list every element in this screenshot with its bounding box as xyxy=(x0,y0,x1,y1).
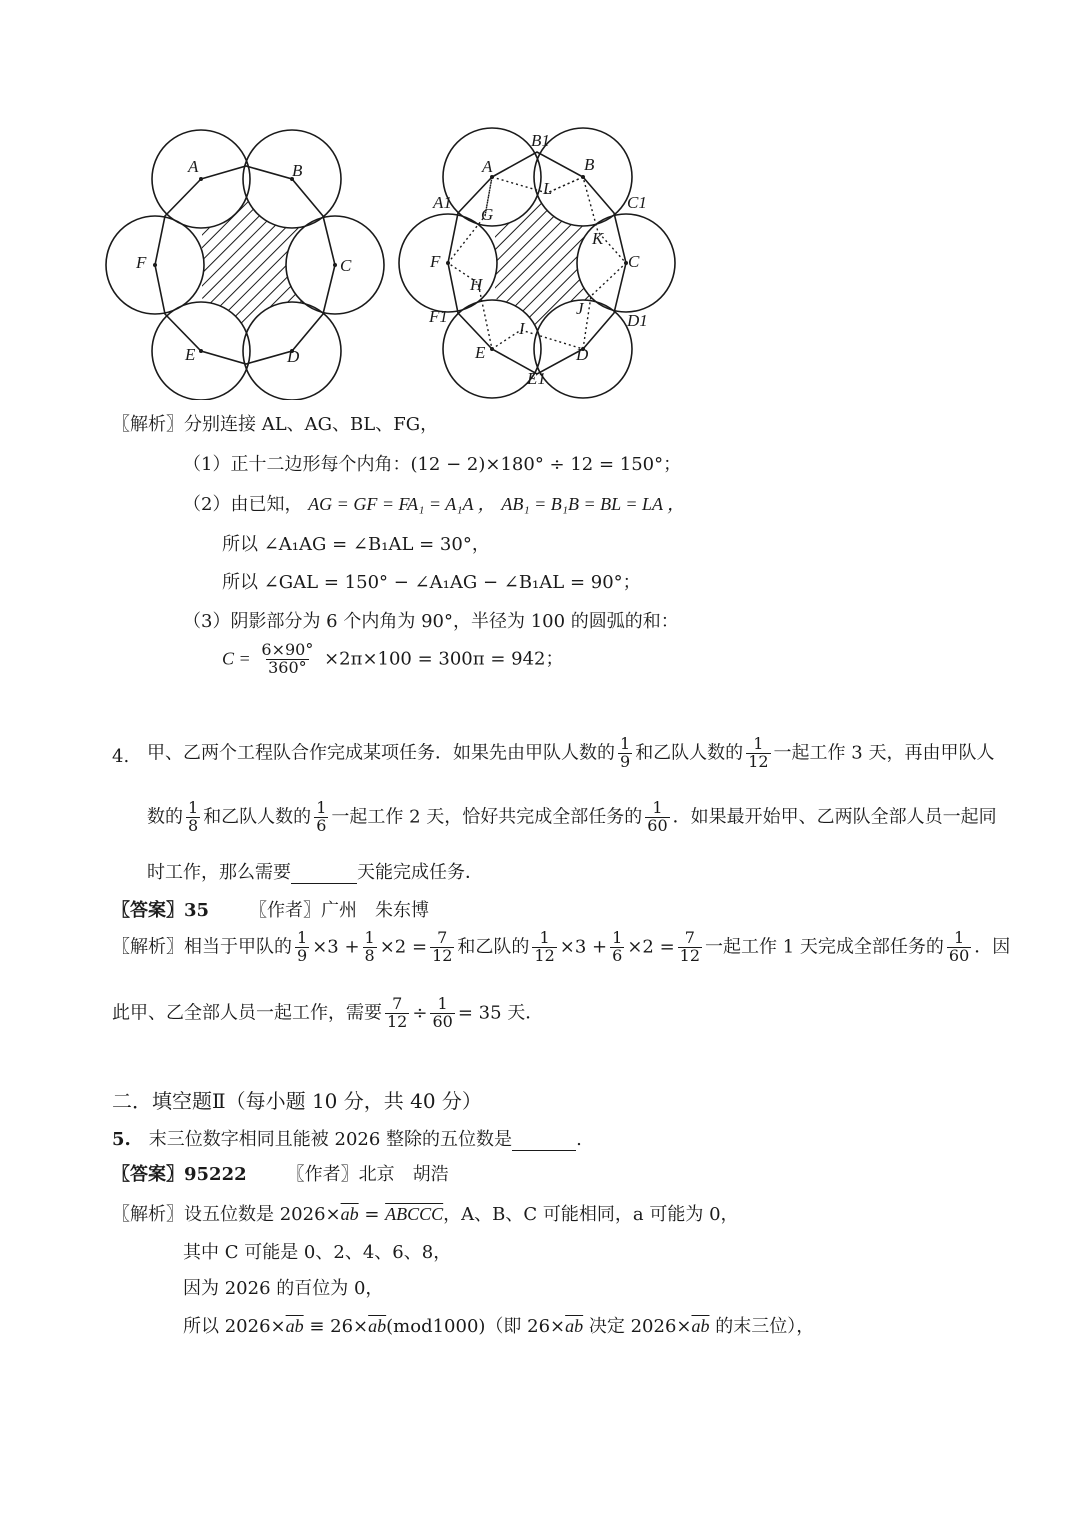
label-d: D xyxy=(287,347,300,366)
q4-line-1: 甲、乙两个工程队合作完成某项任务．如果先由甲队人数的 $\frac{1}{9}$ 和乙队人数的 $\frac{1}{12}$ 一起工作 3 天，再由甲队人 xyxy=(147,734,995,771)
svg-text:A1: A1 xyxy=(433,193,452,212)
q5-author: 〖作者〗北京 胡浩 xyxy=(286,1164,449,1185)
q5-analysis-line-4: 所以 $2026\times\overline{ab} \equiv 26\times\overline{ab}(mod1000)$（即 $26\times\overline{ab}$ 决定 $2026\times\overline{ab}$ 的末三位）， xyxy=(183,1316,815,1337)
analysis-step-3: （3）阴影部分为 6 个内角为 90°，半径为 100 的圆弧的和： xyxy=(183,611,679,632)
svg-text:H: H xyxy=(470,275,483,294)
q4-analysis-line-1: 〖解析〗相当于甲队的 $\frac{1}{9}$ ×3 + $\frac{1}{8}$ ×2 = $\frac{7}{12}$ 和乙队的 $\frac{1}{12}$ ×3 + $\frac{1}{6}$ ×2 = $\frac{7}{12}$ 一起工作 1 天完成全部任务的 $\frac{1}{60}$ ．因 xyxy=(112,928,1011,965)
analysis-step-2-angle-2: 所以 ∠GAL = 150° − ∠A₁AG − ∠B₁AL = 90°； xyxy=(222,572,641,593)
section-2-title: 二．填空题Ⅱ（每小题 10 分，共 40 分） xyxy=(112,1089,482,1113)
q4-number: 4. xyxy=(112,746,130,767)
svg-text:D1: D1 xyxy=(627,311,648,330)
svg-text:E: E xyxy=(475,343,486,362)
svg-text:G: G xyxy=(481,205,494,224)
label-e: E xyxy=(185,345,196,364)
analysis-intro: 分别连接 AL、AG、BL、FG， xyxy=(184,414,439,435)
analysis-bracket: 〖解析〗 xyxy=(112,414,184,435)
label-b: B xyxy=(292,161,303,180)
analysis-step-2-angle-1: 所以 ∠A₁AG = ∠B₁AL = 30°， xyxy=(222,534,490,555)
svg-text:D: D xyxy=(576,345,589,364)
q4-answer: 〖答案〗35 xyxy=(112,900,210,921)
svg-text:J: J xyxy=(576,299,584,318)
q5-analysis-line-3: 因为 2026 的百位为 0， xyxy=(183,1278,384,1299)
svg-text:F1: F1 xyxy=(429,307,448,326)
q4-analysis-line-2: 此甲、乙全部人员一起工作，需要 $\frac{7}{12}$ ÷ $\frac{1}{60}$ = 35 天． xyxy=(112,994,544,1031)
svg-text:A: A xyxy=(482,157,493,176)
q4-line-2: 数的 $\frac{1}{8}$ 和乙队人数的 $\frac{1}{6}$ 一起工作 2 天，恰好共完成全部任务的 $\frac{1}{60}$ ．如果最开始甲、乙两队全部人员一起同 xyxy=(147,798,997,835)
label-f: F xyxy=(136,253,147,272)
svg-text:F: F xyxy=(430,252,441,271)
left-circle-figure xyxy=(100,120,400,400)
q4-line-3: 时工作，那么需要 天能完成任务． xyxy=(147,862,483,883)
circumference-formula: C = $\frac{6\times 90^\circ}{360^\circ}$ ×2π×100 = 300π = 942； xyxy=(222,640,564,677)
q5-analysis-line-1: 〖解析〗设五位数是 $2026\times\overline{ab}$ = ABCCC，A、B、C 可能相同，a 可能为 0， xyxy=(112,1204,739,1225)
q5-answer: 〖答案〗95222 xyxy=(112,1164,247,1185)
svg-text:C1: C1 xyxy=(627,193,647,212)
svg-text:C: C xyxy=(628,252,640,271)
analysis-step-1: （1）正十二边形每个内角：(12 − 2)×180° ÷ 12 = 150°； xyxy=(183,454,682,475)
svg-text:E1: E1 xyxy=(527,369,546,388)
q5-answer-line xyxy=(112,1160,449,1186)
analysis-intro-line xyxy=(112,410,438,436)
svg-text:B1: B1 xyxy=(531,131,550,150)
q4-author: 〖作者〗广州 朱东博 xyxy=(249,900,430,921)
analysis-step-2-line: （2）由已知， AG = GF = FA₁ = A₁A ， AB₁ = B₁B = BL = LA ， xyxy=(183,494,686,515)
label-c: C xyxy=(340,256,352,275)
q4-answer-blank xyxy=(291,865,357,884)
right-circle-figure xyxy=(395,120,695,400)
label-a: A xyxy=(188,157,199,176)
svg-text:I: I xyxy=(519,319,525,338)
svg-text:K: K xyxy=(592,229,604,248)
q5-answer-blank xyxy=(512,1132,576,1151)
q5-analysis-line-2: 其中 C 可能是 0、2、4、6、8， xyxy=(183,1242,452,1263)
svg-text:L: L xyxy=(543,179,553,198)
q5-line: 5. 末三位数字相同且能被 2026 整除的五位数是 . xyxy=(112,1129,582,1150)
svg-text:B: B xyxy=(584,155,595,174)
q4-answer-line xyxy=(112,896,429,922)
